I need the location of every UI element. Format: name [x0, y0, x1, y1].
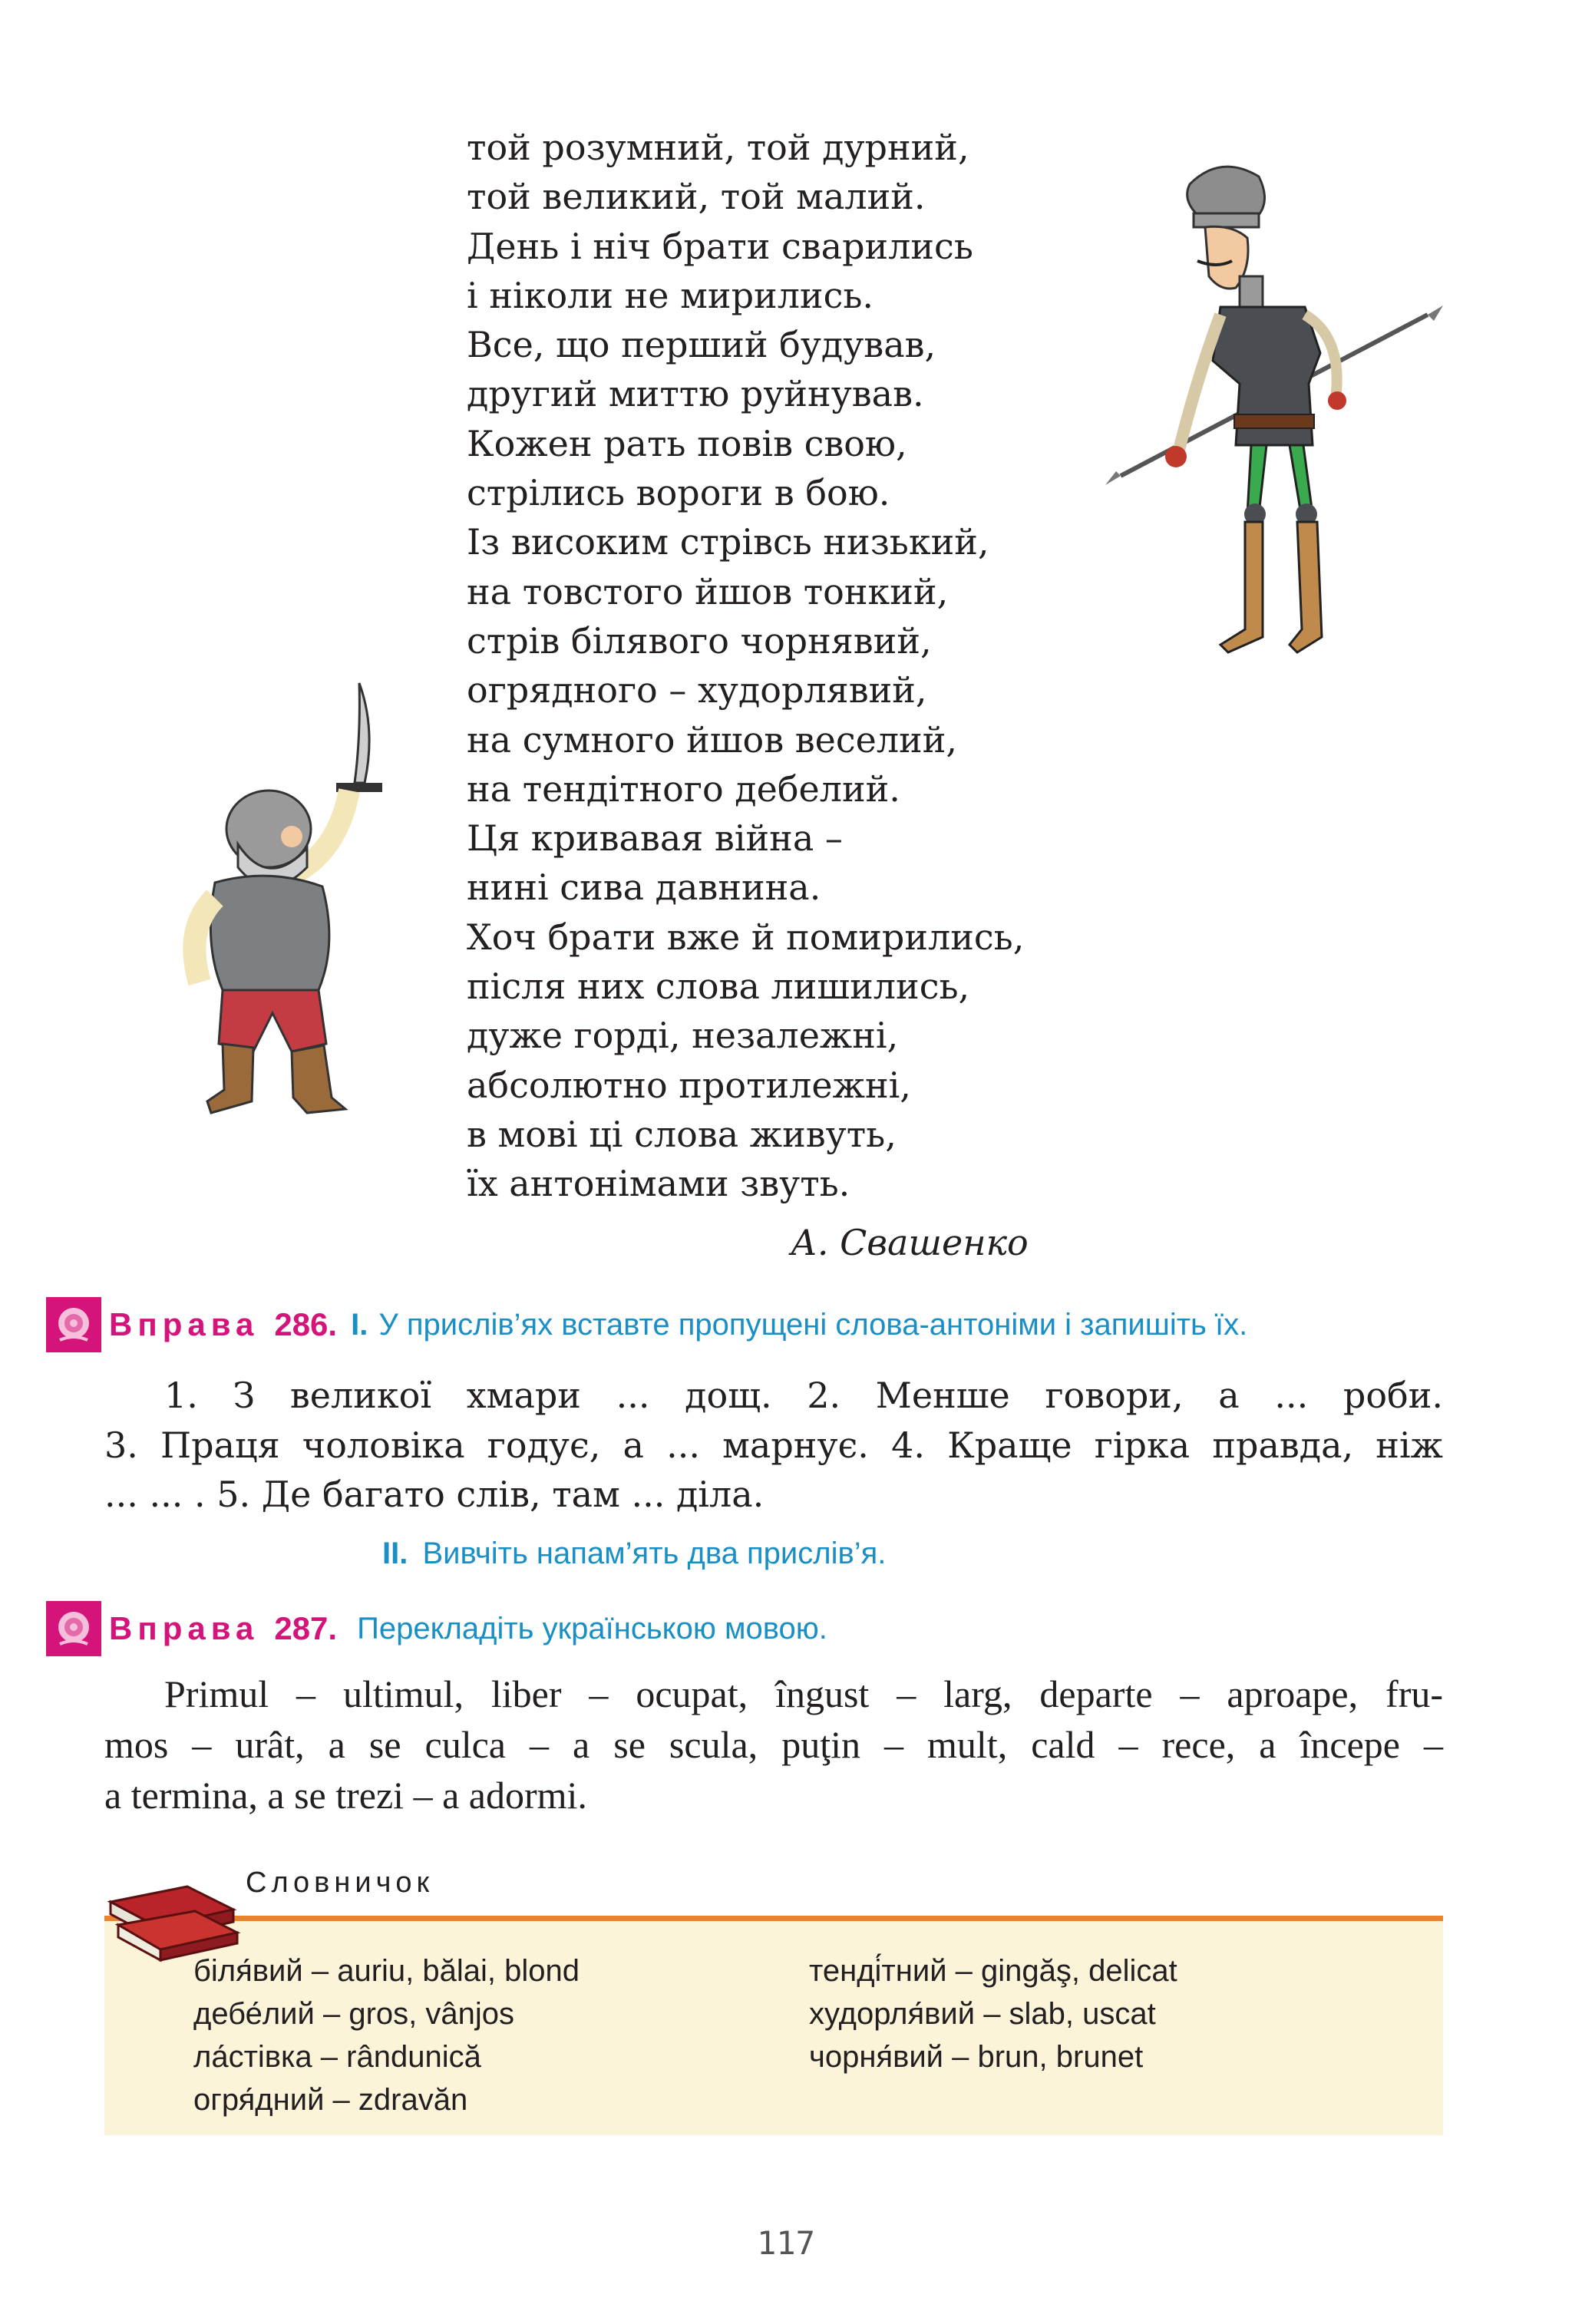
- poem-line: другий миттю руйнував.: [467, 373, 924, 415]
- exercise-word: Вправа: [109, 1610, 259, 1646]
- exercise-text-line: Primul – ultimul, liber – ocupat, îngust – larg, departe – aproape, fru-: [164, 1672, 1443, 1715]
- glossary-entry: дебе́лий – gros, vânjos: [193, 1997, 515, 2031]
- glossary-entry: чорня́вий – brun, brunet: [809, 2040, 1144, 2074]
- exercise-286-heading: [46, 1294, 1247, 1355]
- exercise-part-label: II.: [382, 1537, 408, 1570]
- exercise-task: У прислів’ях вставте пропущені слова-антоніми і запишіть їх.: [378, 1307, 1248, 1342]
- exercise-task: Вивчіть напам’ять два прислів’я.: [422, 1537, 887, 1570]
- glossary-entry: худорля́вий – slab, uscat: [809, 1997, 1156, 2031]
- short-knight-with-sword-illustration: [154, 675, 407, 1121]
- exercise-task: Перекладіть українською мовою.: [357, 1611, 827, 1646]
- poem-line: Все, що перший будував,: [467, 324, 936, 366]
- glossary-entry: огря́дний – zdravăn: [193, 2083, 468, 2117]
- exercise-text-line: ... ... . 5. Де багато слів, там ... діла.: [104, 1474, 765, 1515]
- poem-line: Ця кривавая війна –: [467, 817, 843, 860]
- poem-line: їх антонімами звуть.: [467, 1163, 850, 1205]
- exercise-286-text: [104, 1371, 1443, 1520]
- poem-line: стрів білявого чорнявий,: [467, 619, 932, 662]
- poem-line: на товстого йшов тонкий,: [467, 570, 949, 612]
- exercise-text-line: 1. З великої хмари ... дощ. 2. Менше говори, а ... роби.: [164, 1375, 1443, 1416]
- poem-author: А. Свашенко: [791, 1222, 1029, 1263]
- exercise-word: Вправа: [109, 1306, 259, 1342]
- exercise-text-line: a termina, a se trezi – a adormi.: [104, 1774, 587, 1817]
- glossary-column-left: [193, 1949, 580, 2121]
- exercise-number: 286.: [274, 1306, 338, 1342]
- poem-line: абсолютно протилежні,: [467, 1064, 911, 1106]
- poem-line: дуже горді, незалежні,: [467, 1015, 899, 1057]
- glossary-entry: ла́стівка – rândunică: [193, 2040, 481, 2074]
- poem-line: Кожен рать повів свою,: [467, 422, 907, 464]
- poem-line: День і ніч брати сварились: [467, 225, 973, 267]
- exercise-287-text: [104, 1669, 1443, 1821]
- poem: [467, 123, 1142, 1209]
- poem-line: стрілись вороги в бою.: [467, 472, 890, 514]
- exercise-286-part-2: [382, 1537, 886, 1571]
- exercise-rose-icon: [46, 1297, 101, 1352]
- poem-line: той великий, той малий.: [467, 176, 926, 218]
- exercise-287-heading: [46, 1598, 827, 1659]
- exercise-text-line: mos – urât, a se culca – a se scula, puţin – mult, cald – rece, a începe –: [104, 1723, 1443, 1766]
- poem-line: на тендітного дебелий.: [467, 768, 900, 810]
- glossary-title: Словничок: [246, 1867, 434, 1899]
- exercise-number: 287.: [274, 1610, 338, 1646]
- glossary-entry: тенді́тний – gingăş, delicat: [809, 1954, 1177, 1988]
- poem-line: нині сива давнина.: [467, 867, 821, 909]
- exercise-text-line: 3. Праця чоловіка годує, а ... марнує. 4. Краще гірка правда, ніж: [104, 1424, 1443, 1466]
- poem-line: той розумний, той дурний,: [467, 127, 969, 168]
- poem-line: в мові ці слова живуть,: [467, 1113, 897, 1155]
- poem-line: на сумного йшов веселий,: [467, 718, 957, 761]
- knight-with-spear-illustration: [1105, 154, 1443, 675]
- exercise-part-label: I.: [351, 1307, 368, 1342]
- poem-line: огрядного – худорлявий,: [467, 669, 927, 711]
- poem-line: Із високим стрівсь низький,: [467, 521, 989, 563]
- exercise-rose-icon: [46, 1601, 101, 1656]
- poem-line: і ніколи не мирились.: [467, 274, 874, 316]
- book-stack-icon: [103, 1848, 241, 1963]
- glossary-column-right: [809, 1949, 1177, 2078]
- page-number: 117: [757, 2224, 815, 2262]
- poem-line: Хоч брати вже й помирились,: [467, 916, 1025, 958]
- glossary-entry: біля́вий – auriu, bălai, blond: [193, 1954, 580, 1988]
- glossary-divider: [104, 1916, 1443, 1921]
- poem-line: після них слова лишились,: [467, 966, 970, 1008]
